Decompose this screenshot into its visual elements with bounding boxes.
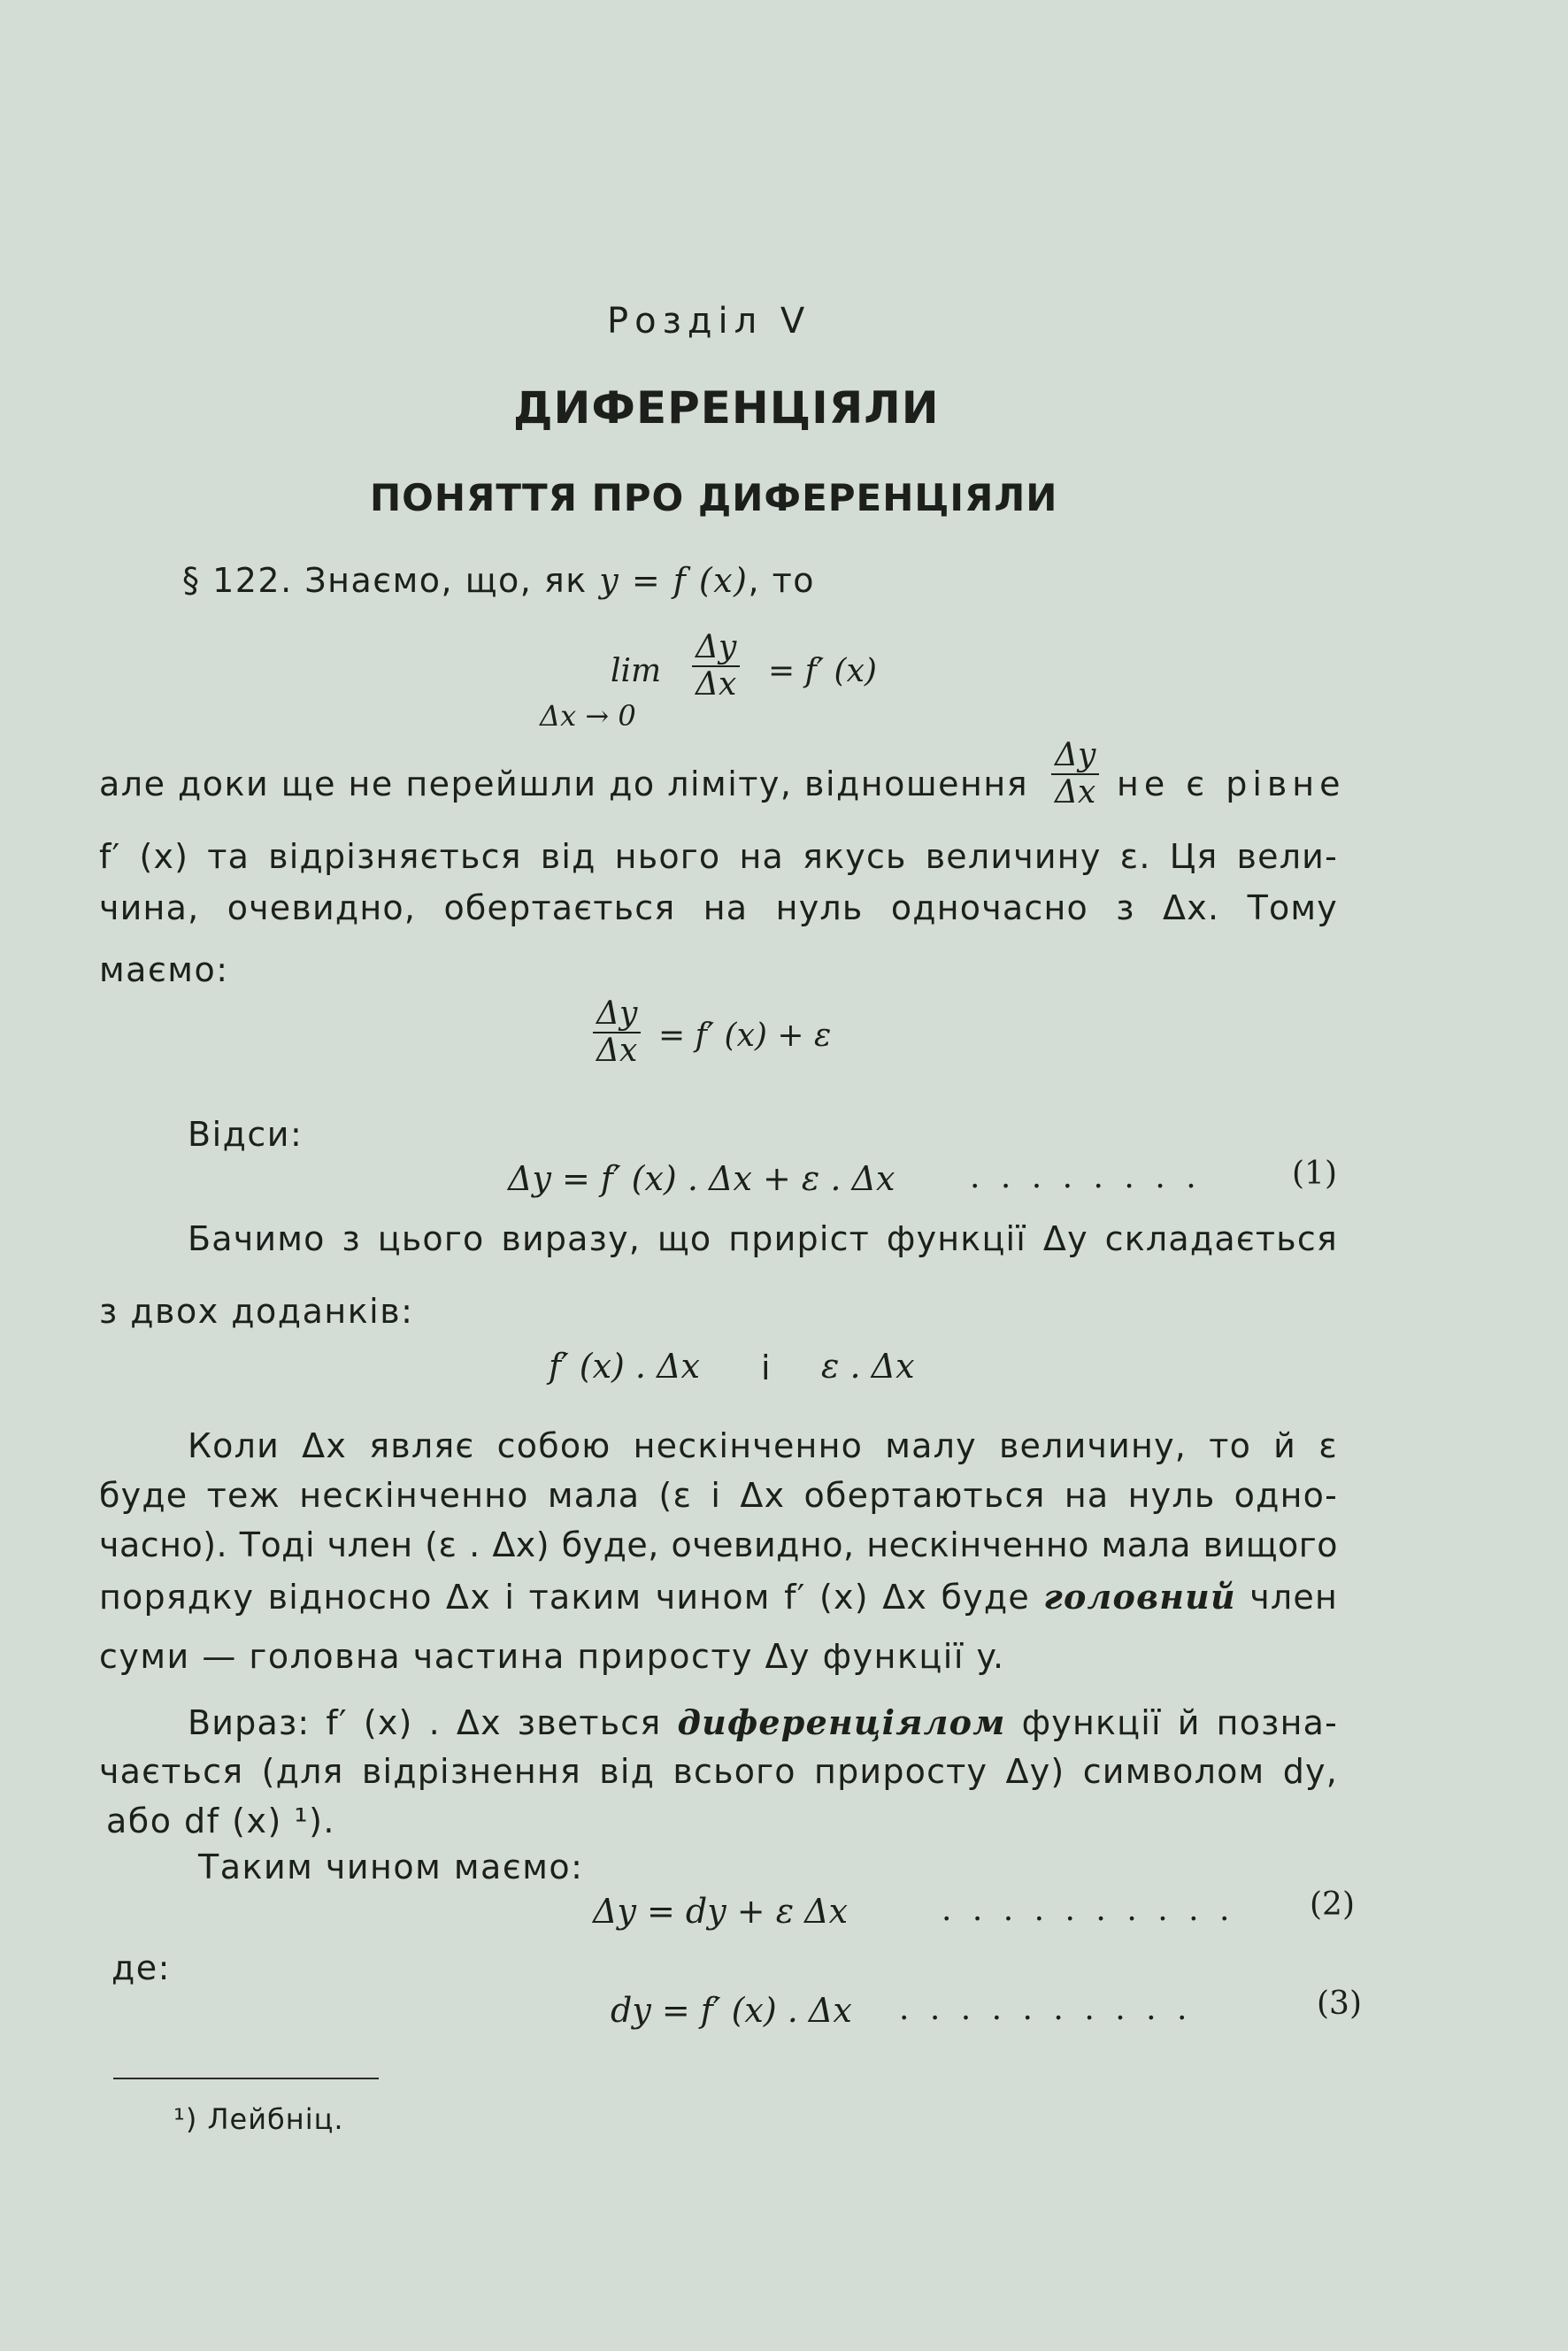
addend-conjunction: і <box>761 1348 772 1387</box>
intro-tail: , то <box>748 561 816 600</box>
section-title: ПОНЯТТЯ ПРО ДИФЕРЕНЦІЯЛИ <box>370 476 1058 519</box>
ratio-eq-numerator: Δy <box>593 996 641 1033</box>
paragraph-5-line-3: або df (x) ¹). <box>106 1802 335 1840</box>
paragraph-intro <box>182 556 815 605</box>
paragraph-6: Таким чином маємо: <box>198 1848 584 1886</box>
p4-line4-text-a: порядку відносно Δx і таким чином f′ (x) Δx буде <box>99 1578 1030 1617</box>
addend-left: f′ (x) . Δx <box>549 1347 700 1386</box>
equation-2: Δy = dy + ε Δx <box>593 1892 849 1931</box>
limit-rhs: = f′ (x) <box>768 653 877 689</box>
p4-emphasis-golovnyi: головний <box>1043 1577 1236 1617</box>
equation-2-number: (2) <box>1310 1886 1355 1923</box>
footnote-divider <box>113 2078 379 2079</box>
equation-2-dots: . . . . . . . . . . <box>942 1892 1235 1928</box>
p5-emphasis-dyferentsiyal: диференціялом <box>677 1702 1006 1742</box>
paragraph-2-line-1 <box>99 759 1028 809</box>
page-title: ДИФЕРЕНЦІЯЛИ <box>513 382 940 434</box>
equation-3: dy = f′ (x) . Δx <box>611 1991 852 2030</box>
equation-1-number: (1) <box>1292 1156 1337 1192</box>
paragraph-4-line-4 <box>99 1577 1338 1617</box>
p4-line4-text-b: член <box>1249 1578 1339 1617</box>
paragraph-5-line-2: чається (для відрізнення від всього приросту Δy) символом dy, <box>99 1752 1338 1791</box>
paragraph-4-line-2: буде теж нескінченно мала (ε і Δx обертаються на нуль одно- <box>99 1476 1338 1515</box>
equation-1: Δy = f′ (x) . Δx + ε . Δx <box>508 1159 895 1198</box>
paragraph-3-line-2: з двох доданків: <box>99 1292 414 1331</box>
paragraph-4-line-3: часно). Тоді член (ε . Δx) буде, очевидно, нескінченно мала вищого <box>99 1525 1338 1564</box>
limit-fraction <box>692 630 740 703</box>
paragraph-3-line-1: Бачимо з цього виразу, що приріст функції Δy складається <box>188 1219 1338 1258</box>
de-label: де: <box>111 1948 171 1987</box>
paragraph-5-line-1 <box>188 1702 1338 1742</box>
equation-3-dots: . . . . . . . . . . <box>899 1991 1193 2027</box>
limit-formula <box>540 630 911 736</box>
equation-3-number: (3) <box>1317 1986 1362 2022</box>
chapter-heading: Розділ V <box>607 301 811 342</box>
paragraph-2-line-4: маємо: <box>99 950 229 989</box>
ratio-numerator: Δy <box>1051 738 1099 775</box>
intro-text: § 122. Знаємо, що, як <box>182 561 588 600</box>
vidsy-label: Відси: <box>188 1115 304 1154</box>
p5-line1-text-b: функції й позна- <box>1021 1703 1339 1742</box>
paragraph-2-line-3: чина, очевидно, обертається на нуль одночасно з Δx. Тому <box>99 888 1338 927</box>
addend-right: ε . Δx <box>821 1347 915 1386</box>
limit-subscript: Δx → 0 <box>540 699 636 733</box>
paragraph-4-line-1: Коли Δx являє собою нескінченно малу величину, то й ε <box>188 1426 1338 1465</box>
p2-text-a: але доки ще не перейшли до ліміту, відношення <box>99 764 1029 803</box>
p5-line1-text-a: Вираз: f′ (x) . Δx зветься <box>188 1703 662 1742</box>
p2-text-b: не є рівне <box>1117 764 1346 803</box>
ratio-fraction-inline <box>1051 738 1099 811</box>
equation-1-dots: . . . . . . . . <box>970 1159 1202 1195</box>
ratio-eq-rhs: = f′ (x) + ε <box>658 1018 832 1054</box>
footnote: ¹) Лейбніц. <box>173 2102 344 2136</box>
paragraph-2-line-2: f′ (x) та відрізняється від нього на якусь величину ε. Ця вели- <box>99 837 1338 876</box>
ratio-eq-fraction <box>593 996 641 1069</box>
limit-numerator: Δy <box>692 630 740 667</box>
limit-lim: lim <box>611 653 662 689</box>
limit-denominator: Δx <box>696 666 737 703</box>
ratio-denominator: Δx <box>1055 774 1096 811</box>
intro-formula: y = f (x) <box>599 561 749 600</box>
ratio-eq-denominator: Δx <box>596 1033 638 1069</box>
paragraph-4-line-5: суми — головна частина приросту Δy функції y. <box>99 1637 1005 1676</box>
